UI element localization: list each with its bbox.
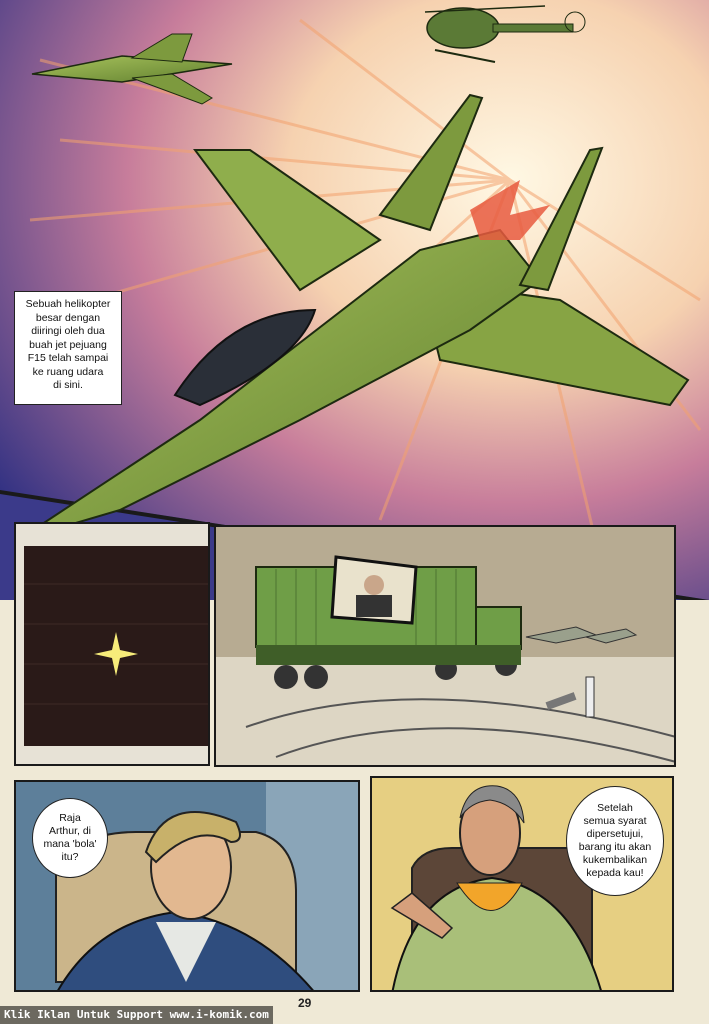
speech-line: Raja — [59, 812, 81, 824]
footer-support-link[interactable]: Klik Iklan Untuk Support www.i-komik.com — [0, 1006, 273, 1024]
caption-line: diiringi oleh dua — [31, 325, 105, 337]
page-number: 29 — [298, 996, 312, 1010]
speech-bubble-raja — [566, 786, 664, 896]
speech-line: kukembalikan — [582, 854, 648, 866]
speech-bubble-arthur — [32, 798, 108, 878]
panel-tv-screen — [14, 522, 210, 766]
caption-line: Sebuah helikopter — [25, 298, 111, 310]
tv-screen-artwork — [16, 524, 210, 766]
caption-line: di sini. — [53, 379, 83, 391]
speech-line: itu? — [61, 851, 79, 863]
speech-line: dipersetujui, — [586, 828, 644, 840]
panel-truck-hangar — [214, 525, 676, 767]
speech-line: Setelah — [597, 802, 633, 814]
monitor-screen — [332, 557, 416, 623]
truck-hangar-artwork — [216, 527, 676, 767]
caption-line: F15 telah sampai — [27, 352, 109, 364]
caption-line: buah jet pejuang — [29, 338, 107, 351]
narration-caption-box — [14, 291, 122, 405]
caption-line: ke ruang udara — [32, 365, 104, 378]
speech-line: barang itu akan — [578, 841, 652, 853]
caption-line: besar dengan — [35, 311, 101, 324]
speech-line: mana 'bola' — [43, 838, 97, 850]
speech-line: Arthur, di — [48, 825, 91, 837]
speech-line: semua syarat — [583, 815, 647, 827]
speech-line: kepada kau! — [586, 867, 644, 879]
